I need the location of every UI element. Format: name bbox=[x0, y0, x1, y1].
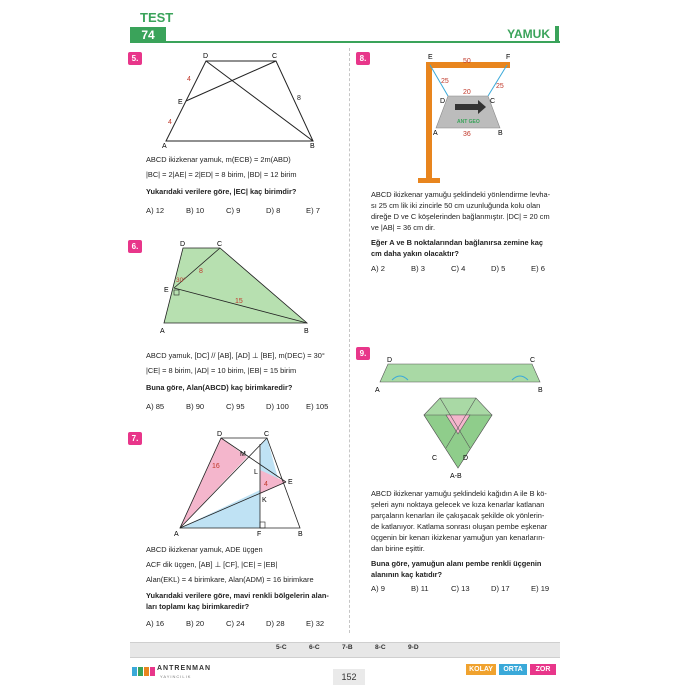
label-B: B bbox=[498, 130, 503, 137]
q6-option-b[interactable]: B) 90 bbox=[186, 402, 205, 411]
answer-9: 9-D bbox=[408, 644, 419, 651]
question-number: 7. bbox=[128, 432, 142, 445]
label-D: D bbox=[217, 431, 223, 438]
label-AB: A-B bbox=[450, 473, 462, 480]
test-label: TEST bbox=[140, 10, 174, 25]
area-ekl: 4 bbox=[264, 481, 268, 488]
label-M: M bbox=[240, 451, 246, 458]
q9-option-a[interactable]: A) 9 bbox=[371, 584, 385, 593]
measure-ce: 8 bbox=[199, 268, 203, 275]
label-K: K bbox=[262, 497, 267, 504]
label-A: A bbox=[375, 387, 380, 394]
q8-question-1: Eğer A ve B noktalarından bağlanırsa zemine kaç bbox=[371, 238, 543, 247]
answer-5: 5-C bbox=[276, 644, 287, 651]
q5-question: Yukarıdaki verilere göre, |EC| kaç birimdir? bbox=[146, 187, 297, 196]
q6-option-e[interactable]: E) 105 bbox=[306, 402, 329, 411]
q9-text-6: dan birine eşittir. bbox=[371, 544, 425, 553]
q9-option-c[interactable]: C) 13 bbox=[451, 584, 470, 593]
q6-option-a[interactable]: A) 85 bbox=[146, 402, 165, 411]
q9-figure bbox=[370, 350, 550, 485]
answer-6: 6-C bbox=[309, 644, 320, 651]
q7-line3: Alan(EKL) = 4 birimkare, Alan(ADM) = 16 birimkare bbox=[146, 575, 314, 584]
q7-option-a[interactable]: A) 16 bbox=[146, 619, 165, 628]
q5-line1: ABCD ikizkenar yamuk, m(ECB) = 2m(ABD) bbox=[146, 155, 291, 164]
q6-line2: |CE| = 8 birim, |AD| = 10 birim, |EB| = 15 birim bbox=[146, 366, 297, 375]
q8-text-3: direğe D ve C köşelerinden bağlanmıştır. |DC| = 20 cm bbox=[371, 212, 550, 221]
topic-marker bbox=[555, 26, 559, 42]
q7-option-d[interactable]: D) 28 bbox=[266, 619, 285, 628]
q8-option-c[interactable]: C) 4 bbox=[451, 264, 466, 273]
q9-question-2: alanının kaç katıdır? bbox=[371, 570, 443, 579]
label-L: L bbox=[254, 469, 258, 476]
page-number: 152 bbox=[333, 669, 365, 685]
test-number: 74 bbox=[130, 27, 166, 43]
q7-option-e[interactable]: E) 32 bbox=[306, 619, 325, 628]
q8-option-a[interactable]: A) 2 bbox=[371, 264, 385, 273]
header-rule bbox=[130, 27, 560, 43]
label-E: E bbox=[178, 99, 183, 106]
label-D: D bbox=[180, 241, 186, 248]
label-C: C bbox=[264, 431, 270, 438]
label-D: D bbox=[387, 357, 393, 364]
q9-option-b[interactable]: B) 11 bbox=[411, 584, 429, 593]
publisher-logo: ANTRENMAN bbox=[157, 665, 212, 672]
level-medium: ORTA bbox=[499, 664, 527, 675]
label-A: A bbox=[433, 130, 438, 137]
q6-line1: ABCD yamuk, [DC] // [AB], [AD] ⊥ [BE], m(DEC) = 30° bbox=[146, 351, 325, 360]
measure-ed: 25 bbox=[441, 78, 449, 85]
q6-figure bbox=[150, 238, 320, 338]
q5-option-c[interactable]: C) 9 bbox=[226, 206, 241, 215]
q5-option-b[interactable]: B) 10 bbox=[186, 206, 205, 215]
publisher-logo-sub: YAYINCILIK bbox=[160, 674, 192, 679]
q7-question-1: Yukarıdaki verilere göre, mavi renkli bölgelerin alan- bbox=[146, 591, 329, 600]
q5-option-d[interactable]: D) 8 bbox=[266, 206, 281, 215]
q9-text-1: ABCD ikizkenar yamuğu şeklindeki kağıdın A ile B kö- bbox=[371, 489, 547, 498]
measure-ab: 36 bbox=[463, 131, 471, 138]
measure-fc: 25 bbox=[496, 83, 504, 90]
label-C: C bbox=[272, 53, 278, 60]
q9-option-d[interactable]: D) 17 bbox=[491, 584, 510, 593]
label-C: C bbox=[530, 357, 536, 364]
q7-question-2: ları toplamı kaç birimkaredir? bbox=[146, 602, 250, 611]
q9-text-5: üçgenin bir kenarı ikizkenar yamuğun yan kenarların- bbox=[371, 533, 545, 542]
measure-ae: 4 bbox=[168, 119, 172, 126]
label-F: F bbox=[257, 531, 262, 538]
label-D2: D bbox=[463, 455, 469, 462]
label-B: B bbox=[538, 387, 543, 394]
column-divider bbox=[349, 48, 351, 633]
q8-text-4: ve |AB| = 36 cm dir. bbox=[371, 223, 436, 232]
q6-question: Buna göre, Alan(ABCD) kaç birimkaredir? bbox=[146, 383, 293, 392]
q9-question-1: Buna göre, yamuğun alanı pembe renkli üçgenin bbox=[371, 559, 542, 568]
label-C: C bbox=[490, 98, 496, 105]
label-E: E bbox=[428, 54, 433, 61]
q7-line1: ABCD ikizkenar yamuk, ADE üçgen bbox=[146, 545, 263, 554]
q8-option-d[interactable]: D) 5 bbox=[491, 264, 506, 273]
answer-8: 8-C bbox=[375, 644, 386, 651]
q7-option-b[interactable]: B) 20 bbox=[186, 619, 205, 628]
label-B: B bbox=[298, 531, 303, 538]
question-number: 6. bbox=[128, 240, 142, 253]
label-D: D bbox=[203, 53, 209, 60]
q7-figure bbox=[160, 430, 320, 540]
q5-line2: |BC| = 2|AE| = 2|ED| = 8 birim, |BD| = 12 birim bbox=[146, 170, 297, 179]
measure-bc: 8 bbox=[297, 95, 301, 102]
q7-option-c[interactable]: C) 24 bbox=[226, 619, 245, 628]
measure-eb: 15 bbox=[235, 298, 243, 305]
answer-7: 7-B bbox=[342, 644, 353, 651]
topic-title: YAMUK bbox=[507, 27, 550, 41]
angle-30: 30° bbox=[176, 277, 186, 284]
label-A: A bbox=[174, 531, 179, 538]
question-number: 5. bbox=[128, 52, 142, 65]
measure-dc: 20 bbox=[463, 89, 471, 96]
label-C2: C bbox=[432, 455, 438, 462]
q8-option-b[interactable]: B) 3 bbox=[411, 264, 425, 273]
q5-option-e[interactable]: E) 7 bbox=[306, 206, 320, 215]
q8-question-2: cm daha yakın olacaktır? bbox=[371, 249, 459, 258]
q5-option-a[interactable]: A) 12 bbox=[146, 206, 165, 215]
q6-option-d[interactable]: D) 100 bbox=[266, 402, 289, 411]
question-number: 8. bbox=[356, 52, 370, 65]
q8-option-e[interactable]: E) 6 bbox=[531, 264, 545, 273]
q6-option-c[interactable]: C) 95 bbox=[226, 402, 245, 411]
q5-figure bbox=[140, 48, 340, 148]
level-easy: KOLAY bbox=[466, 664, 496, 675]
q8-text-1: ABCD ikizkenar yamuğu şeklindeki yönlendirme levha- bbox=[371, 190, 551, 199]
q8-figure bbox=[410, 50, 530, 185]
q9-text-3: parçaların kenarları ile çakışacak şekilde ok yönlerin- bbox=[371, 511, 545, 520]
measure-ef: 50 bbox=[463, 58, 471, 65]
label-A: A bbox=[162, 143, 167, 148]
label-B: B bbox=[310, 143, 315, 148]
q7-line2: ACF dik üçgen, [AB] ⊥ [CF], |CE| = |EB| bbox=[146, 560, 278, 569]
level-hard: ZOR bbox=[530, 664, 556, 675]
question-number: 9. bbox=[356, 347, 370, 360]
label-B: B bbox=[304, 328, 309, 335]
label-F: F bbox=[506, 54, 511, 61]
area-adm: 16 bbox=[212, 463, 220, 470]
label-A: A bbox=[160, 328, 165, 335]
publisher-logo-icon bbox=[132, 664, 156, 678]
label-E: E bbox=[164, 287, 169, 294]
label-C: C bbox=[217, 241, 223, 248]
q8-text-2: sı 25 cm lik iki zincirle 50 cm uzunluğunda kolu olan bbox=[371, 201, 541, 210]
q9-option-e[interactable]: E) 19 bbox=[531, 584, 550, 593]
label-E: E bbox=[288, 479, 293, 486]
measure-ed: 4 bbox=[187, 76, 191, 83]
q9-text-2: şeleri aynı noktaya gelecek ve kıza kenarlar katlanan bbox=[371, 500, 545, 509]
q9-text-4: de katlanıyor. Katlama sonrası oluşan pembe eşkenar bbox=[371, 522, 548, 531]
label-D: D bbox=[440, 98, 446, 105]
sign-label: ANT GEO bbox=[457, 119, 480, 125]
